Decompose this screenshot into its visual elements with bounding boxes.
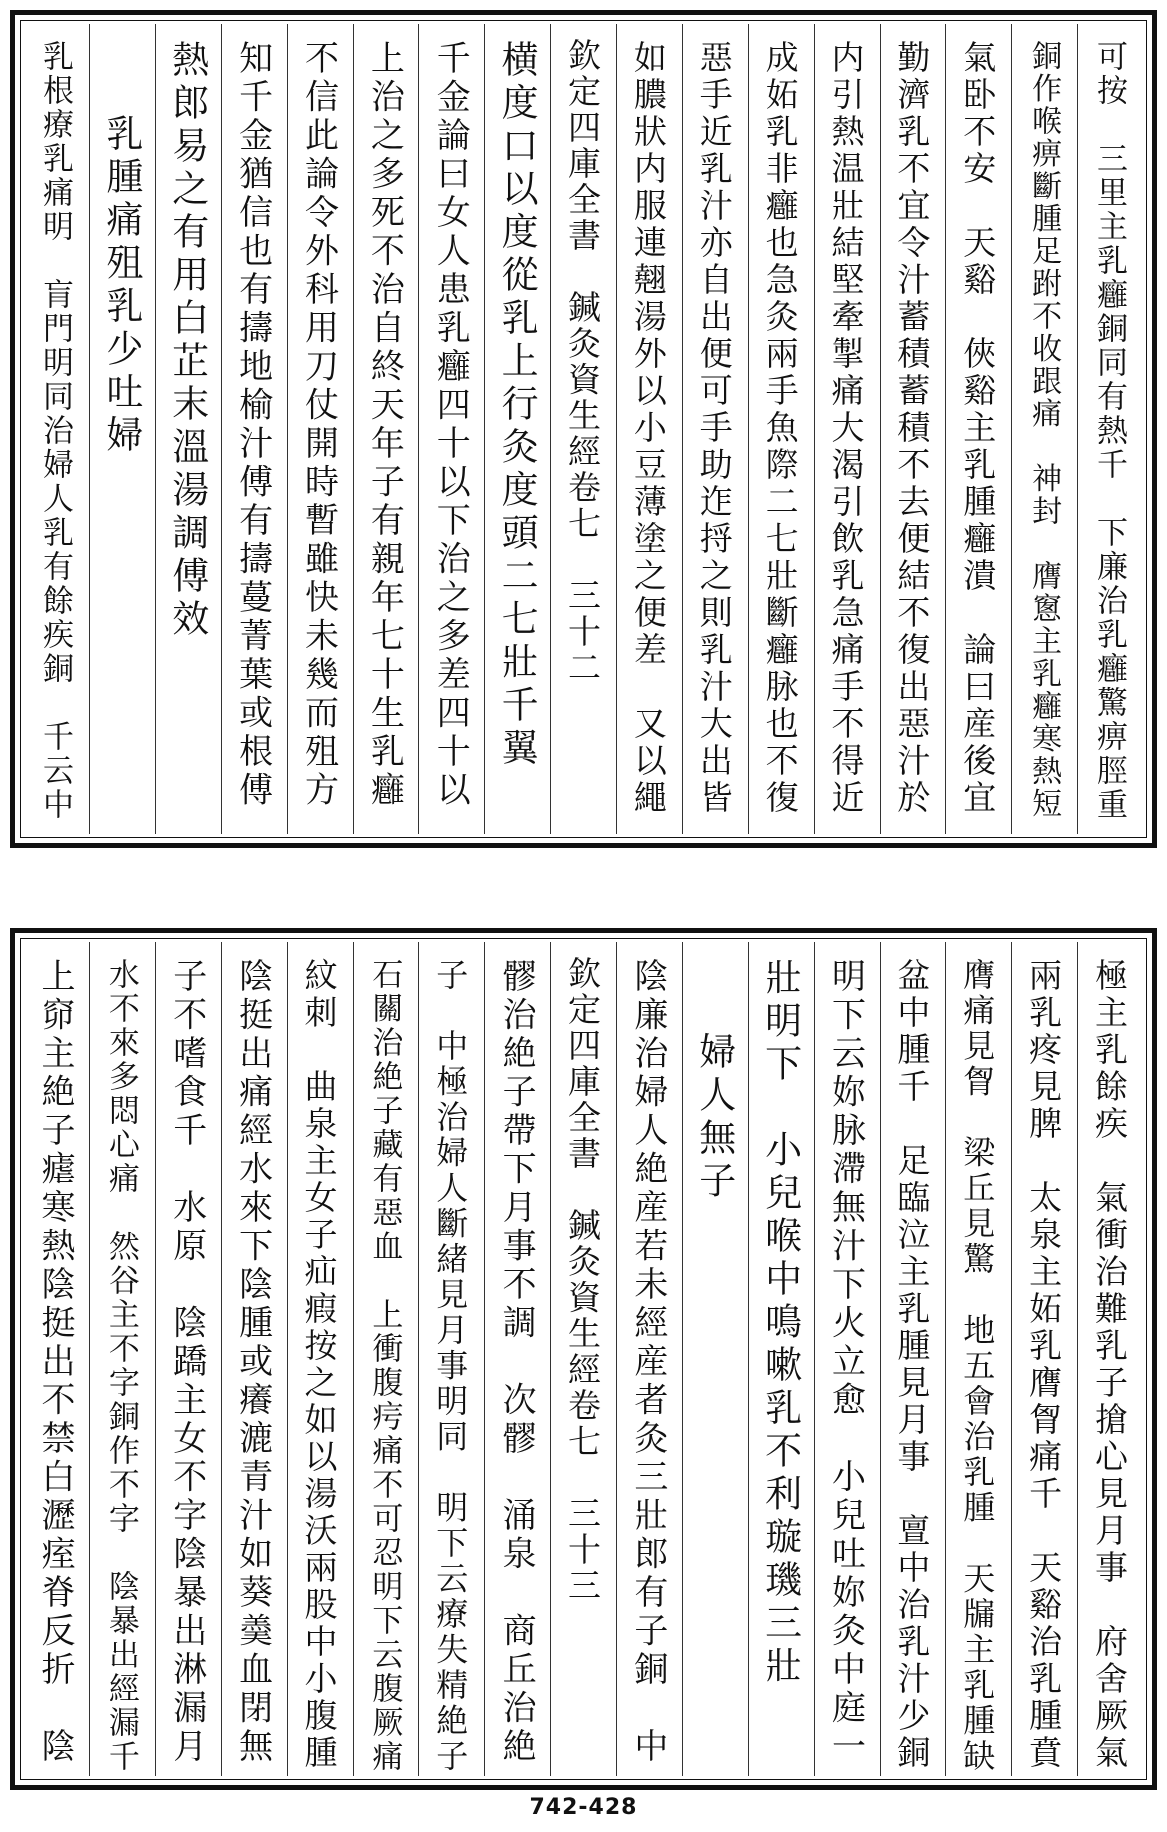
text-column: 可按 三里主乳癰銅同有熱千 下廉治乳癰驚痹脛重 [1077, 24, 1143, 834]
text-column: 熱郎易之有用白芷末溫湯調傅效 [155, 24, 221, 834]
text-column: 陰廉治婦人絶産若未經産者灸三壯郎有子銅 中 [616, 942, 682, 1776]
text-column: 上窌主絶子瘧寒熱陰挺出不禁白瀝痓脊反折 陰 [35, 958, 75, 1767]
text-column: 壯明下 小兒喉中鳴嗽乳不利璇璣三壯 [748, 942, 814, 1776]
text-column: 極主乳餘疾 氣衝治難乳子搶心見月事 府舍厥氣 [1077, 942, 1143, 1776]
text-column: 横度口以度從乳上行灸度頭二七壯千翼 [484, 24, 550, 834]
text-column: 惡手近乳汁亦自出便可手助迮捋之則乳汁大出皆 [682, 24, 748, 834]
text-column: 知千金猶信也有擣地榆汁傅有擣蔓菁葉或根傅 [221, 24, 287, 834]
text-column: 子 中極治婦人斷緒見月事明同 明下云療失精絶子 [418, 942, 484, 1776]
text-column: 明下云妳脉滯無汁下火立愈 小兒吐妳灸中庭一 [814, 942, 880, 1776]
text-column: 上治之多死不治自終天年子有親年七十生乳癰 [353, 24, 419, 834]
bottom-text-columns [24, 942, 1143, 1776]
page-number: 742-428 [529, 1795, 638, 1820]
text-column: 勤濟乳不宜令汁蓄積蓄積不去便結不復出惡汁於 [880, 24, 946, 834]
text-column: 盆中腫千 足臨泣主乳腫見月事 亶中治乳汁少銅 [880, 942, 946, 1776]
top-text-columns [24, 24, 1143, 834]
text-column: 紋刺 曲泉主女子疝瘕按之如以湯沃兩股中小腹腫 [287, 942, 353, 1776]
top-page-panel [10, 10, 1157, 848]
text-column: 成妬乳非癰也急灸兩手魚際二七壯斷癰脉也不復 [748, 24, 814, 834]
text-column: 兩乳疼見脾 太泉主妬乳膺胷痛千 天谿治乳腫賁 [1011, 942, 1077, 1776]
text-column: 石關治絶子藏有惡血 上衝腹疞痛不可忍明下云腹厥痛 [353, 942, 419, 1776]
text-column: 如膿狀内服連翹湯外以小豆薄塗之便差 又以繩 [616, 24, 682, 834]
text-column: 不信此論令外科用刀仗開時暫雖快未幾而殂方 [287, 24, 353, 834]
text-column: 膺痛見胷 梁丘見驚 地五會治乳腫 天牖主乳腫缺 [945, 942, 1011, 1776]
text-column: 銅作喉痹斷腫足跗不收跟痛 神封 膺窻主乳癰寒熱短 [1011, 24, 1077, 834]
text-column: 水不來多悶心痛 然谷主不字銅作不字 陰暴出經漏千 [89, 942, 155, 1776]
text-column: 髎治絶子帶下月事不調 次髎 涌泉 商丘治絶 [484, 942, 550, 1776]
text-column: 氣卧不安 天谿 俠谿主乳腫癰潰 論曰産後宜 [945, 24, 1011, 834]
text-column: 子不嗜食千 水原 陰蹻主女不字陰暴出淋漏月 [155, 942, 221, 1776]
text-column: 内引熱温壯結堅牽掣痛大渴引飲乳急痛手不得近 [814, 24, 880, 834]
book-gutter-heading: 欽定四庫全書 鍼灸資生經卷七 三十三 [550, 942, 616, 1776]
section-heading: 乳腫痛殂乳少吐婦 [89, 24, 155, 834]
text-column: 千金論曰女人患乳癰四十以下治之多差四十以 [418, 24, 484, 834]
section-heading: 婦人無子 [682, 942, 748, 1776]
book-gutter-heading: 欽定四庫全書 鍼灸資生經卷七 三十二 [550, 24, 616, 834]
text-column: 陰挺出痛經水來下陰腫或癢漉青汁如葵羮血閉無 [221, 942, 287, 1776]
text-column: 乳根療乳痛明 肓門明同治婦人乳有餘疾銅 千云中 [37, 40, 73, 822]
bottom-page-panel [10, 928, 1157, 1790]
